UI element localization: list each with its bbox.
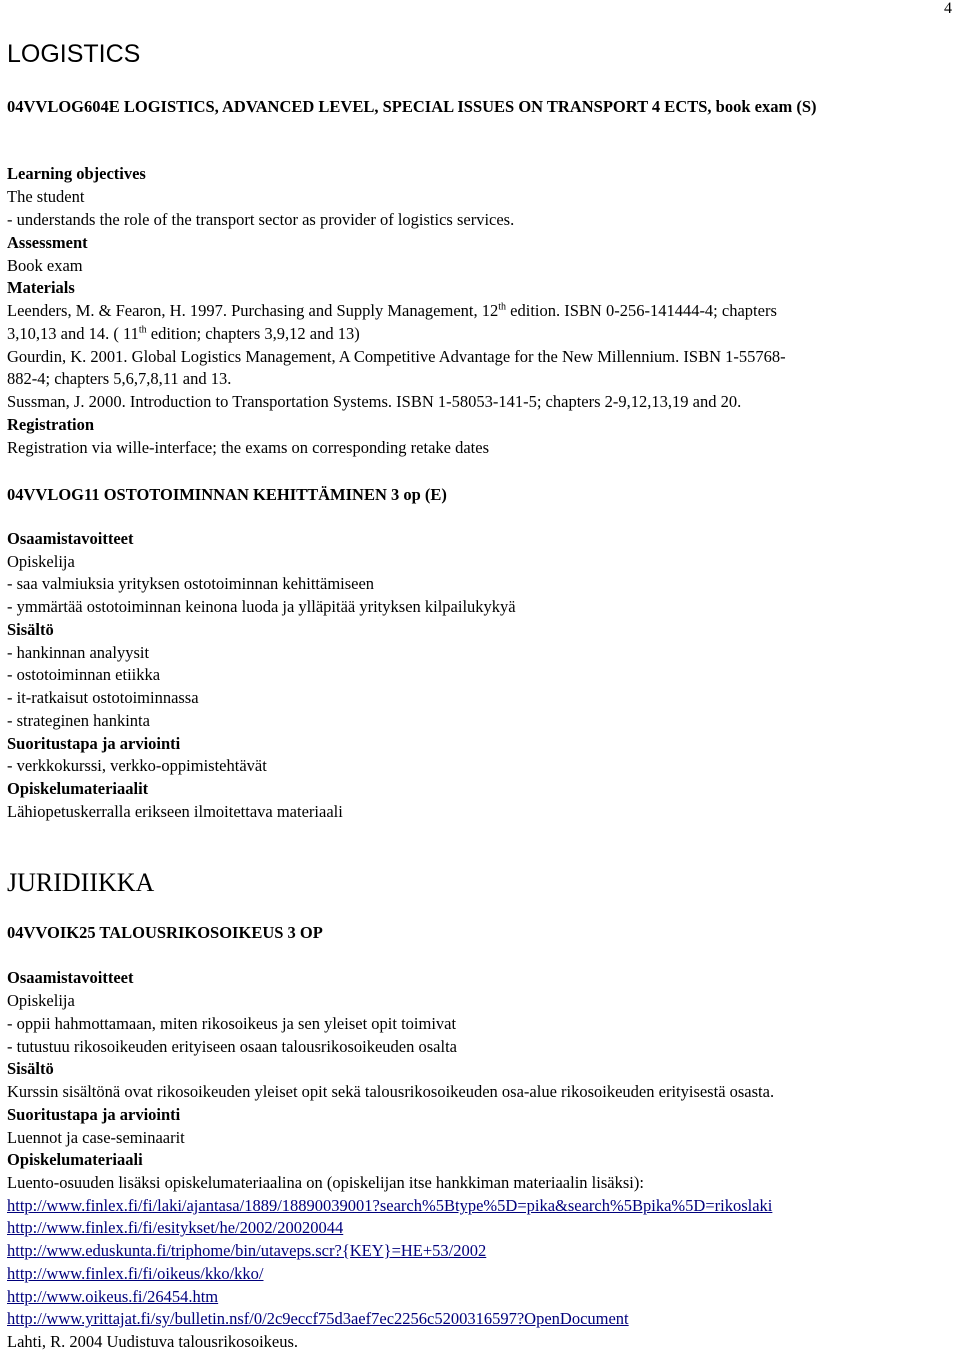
osto-method-text: - verkkokurssi, verkko-oppimistehtävät [7,756,267,775]
jur-materials-intro: Luento-osuuden lisäksi opiskelumateriaalina on (opiskelijan itse hankkiman materiaalin lisäksi): [7,1173,644,1192]
link-oikeus[interactable]: http://www.oikeus.fi/26454.htm [7,1287,219,1306]
jur-method-text: Luennot ja case-seminaarit [7,1128,185,1147]
jur-objectives-item: - tutustuu rikosoikeuden erityiseen osaan talousrikosoikeuden osalta [7,1037,457,1056]
registration-label: Registration [7,415,95,434]
objectives-item: - understands the role of the transport sector as provider of logistics services. [7,210,515,229]
assessment-label: Assessment [7,233,88,252]
osto-objectives-item: - ymmärtää ostotoiminnan keinona luoda ja ylläpitää yrityksen kilpailukykyä [7,597,516,616]
osto-objectives-intro: Opiskelija [7,552,75,571]
section-heading-logistics: LOGISTICS [7,40,141,68]
course-title-osto: 04VVLOG11 OSTOTOIMINNAN KEHITTÄMINEN 3 op (E) [7,485,447,504]
jur-final-line: Lahti, R. 2004 Uudistuva talousrikosoikeus. [7,1332,299,1351]
osto-content-item: - it-ratkaisut ostotoiminnassa [7,688,199,707]
objectives-intro: The student [7,187,85,206]
material-item-1: Leenders, M. & Fearon, H. 1997. Purchasing and Supply Management, 12th edition. ISBN 0-256-141444-4; chapters [7,301,777,320]
link-eduskunta[interactable]: http://www.eduskunta.fi/triphome/bin/utaveps.scr?{KEY}=HE+53/2002 [7,1241,487,1260]
link-finlex-rikoslaki[interactable]: http://www.finlex.fi/fi/laki/ajantasa/1889/18890039001?search%5Btype%5D=pika&search%5Bpika%5D=rikoslaki [7,1196,773,1215]
materials-label: Materials [7,278,75,297]
material-item-2-cont: 882-4; chapters 5,6,7,8,11 and 13. [7,369,232,388]
link-finlex-esitykset[interactable]: http://www.finlex.fi/fi/esitykset/he/2002/20020044 [7,1218,344,1237]
assessment-text: Book exam [7,256,83,275]
osto-method-label: Suoritustapa ja arviointi [7,734,181,753]
registration-text: Registration via wille-interface; the exams on corresponding retake dates [7,438,489,457]
osto-objectives-label: Osaamistavoitteet [7,529,134,548]
jur-objectives-intro: Opiskelija [7,991,75,1010]
osto-content-label: Sisältö [7,620,54,639]
course-title-logistics: 04VVLOG604E LOGISTICS, ADVANCED LEVEL, SPECIAL ISSUES ON TRANSPORT 4 ECTS, book exam (S) [7,97,817,116]
jur-method-label: Suoritustapa ja arviointi [7,1105,181,1124]
osto-materials-label: Opiskelumateriaalit [7,779,149,798]
section-heading-juridiikka: JURIDIIKKA [7,868,155,897]
jur-content-label: Sisältö [7,1059,54,1078]
material-item-2: Gourdin, K. 2001. Global Logistics Management, A Competitive Advantage for the New Millennium. ISBN 1-55768- [7,347,786,366]
osto-materials-text: Lähiopetuskerralla erikseen ilmoitettava materiaali [7,802,343,821]
jur-objectives-item: - oppii hahmottamaan, miten rikosoikeus ja sen yleiset opit toimivat [7,1014,457,1033]
osto-objectives-item: - saa valmiuksia yrityksen ostotoiminnan kehittämiseen [7,574,375,593]
jur-objectives-label: Osaamistavoitteet [7,968,134,987]
jur-materials-label: Opiskelumateriaali [7,1150,143,1169]
osto-content-item: - ostotoiminnan etiikka [7,665,161,684]
osto-content-item: - hankinnan analyysit [7,643,150,662]
objectives-label: Learning objectives [7,164,146,183]
material-item-3: Sussman, J. 2000. Introduction to Transportation Systems. ISBN 1-58053-141-5; chapters 2-9,12,13,19 and 20. [7,392,742,411]
link-yrittajat[interactable]: http://www.yrittajat.fi/sy/bulletin.nsf/0/2c9eccf75d3aef7ec2256c5200316597?OpenDocument [7,1309,629,1328]
osto-content-item: - strateginen hankinta [7,711,150,730]
course-title-juridiikka: 04VVOIK25 TALOUSRIKOSOIKEUS 3 OP [7,923,323,942]
link-finlex-kko[interactable]: http://www.finlex.fi/fi/oikeus/kko/kko/ [7,1264,264,1283]
page-number: 4 [944,0,952,17]
jur-content-text: Kurssin sisältönä ovat rikosoikeuden yleiset opit sekä talousrikosoikeuden osa-alue rikosoikeuden erityisestä osasta. [7,1082,775,1101]
material-item-1-cont: 3,10,13 and 14. ( 11th edition; chapters 3,9,12 and 13) [7,324,360,343]
